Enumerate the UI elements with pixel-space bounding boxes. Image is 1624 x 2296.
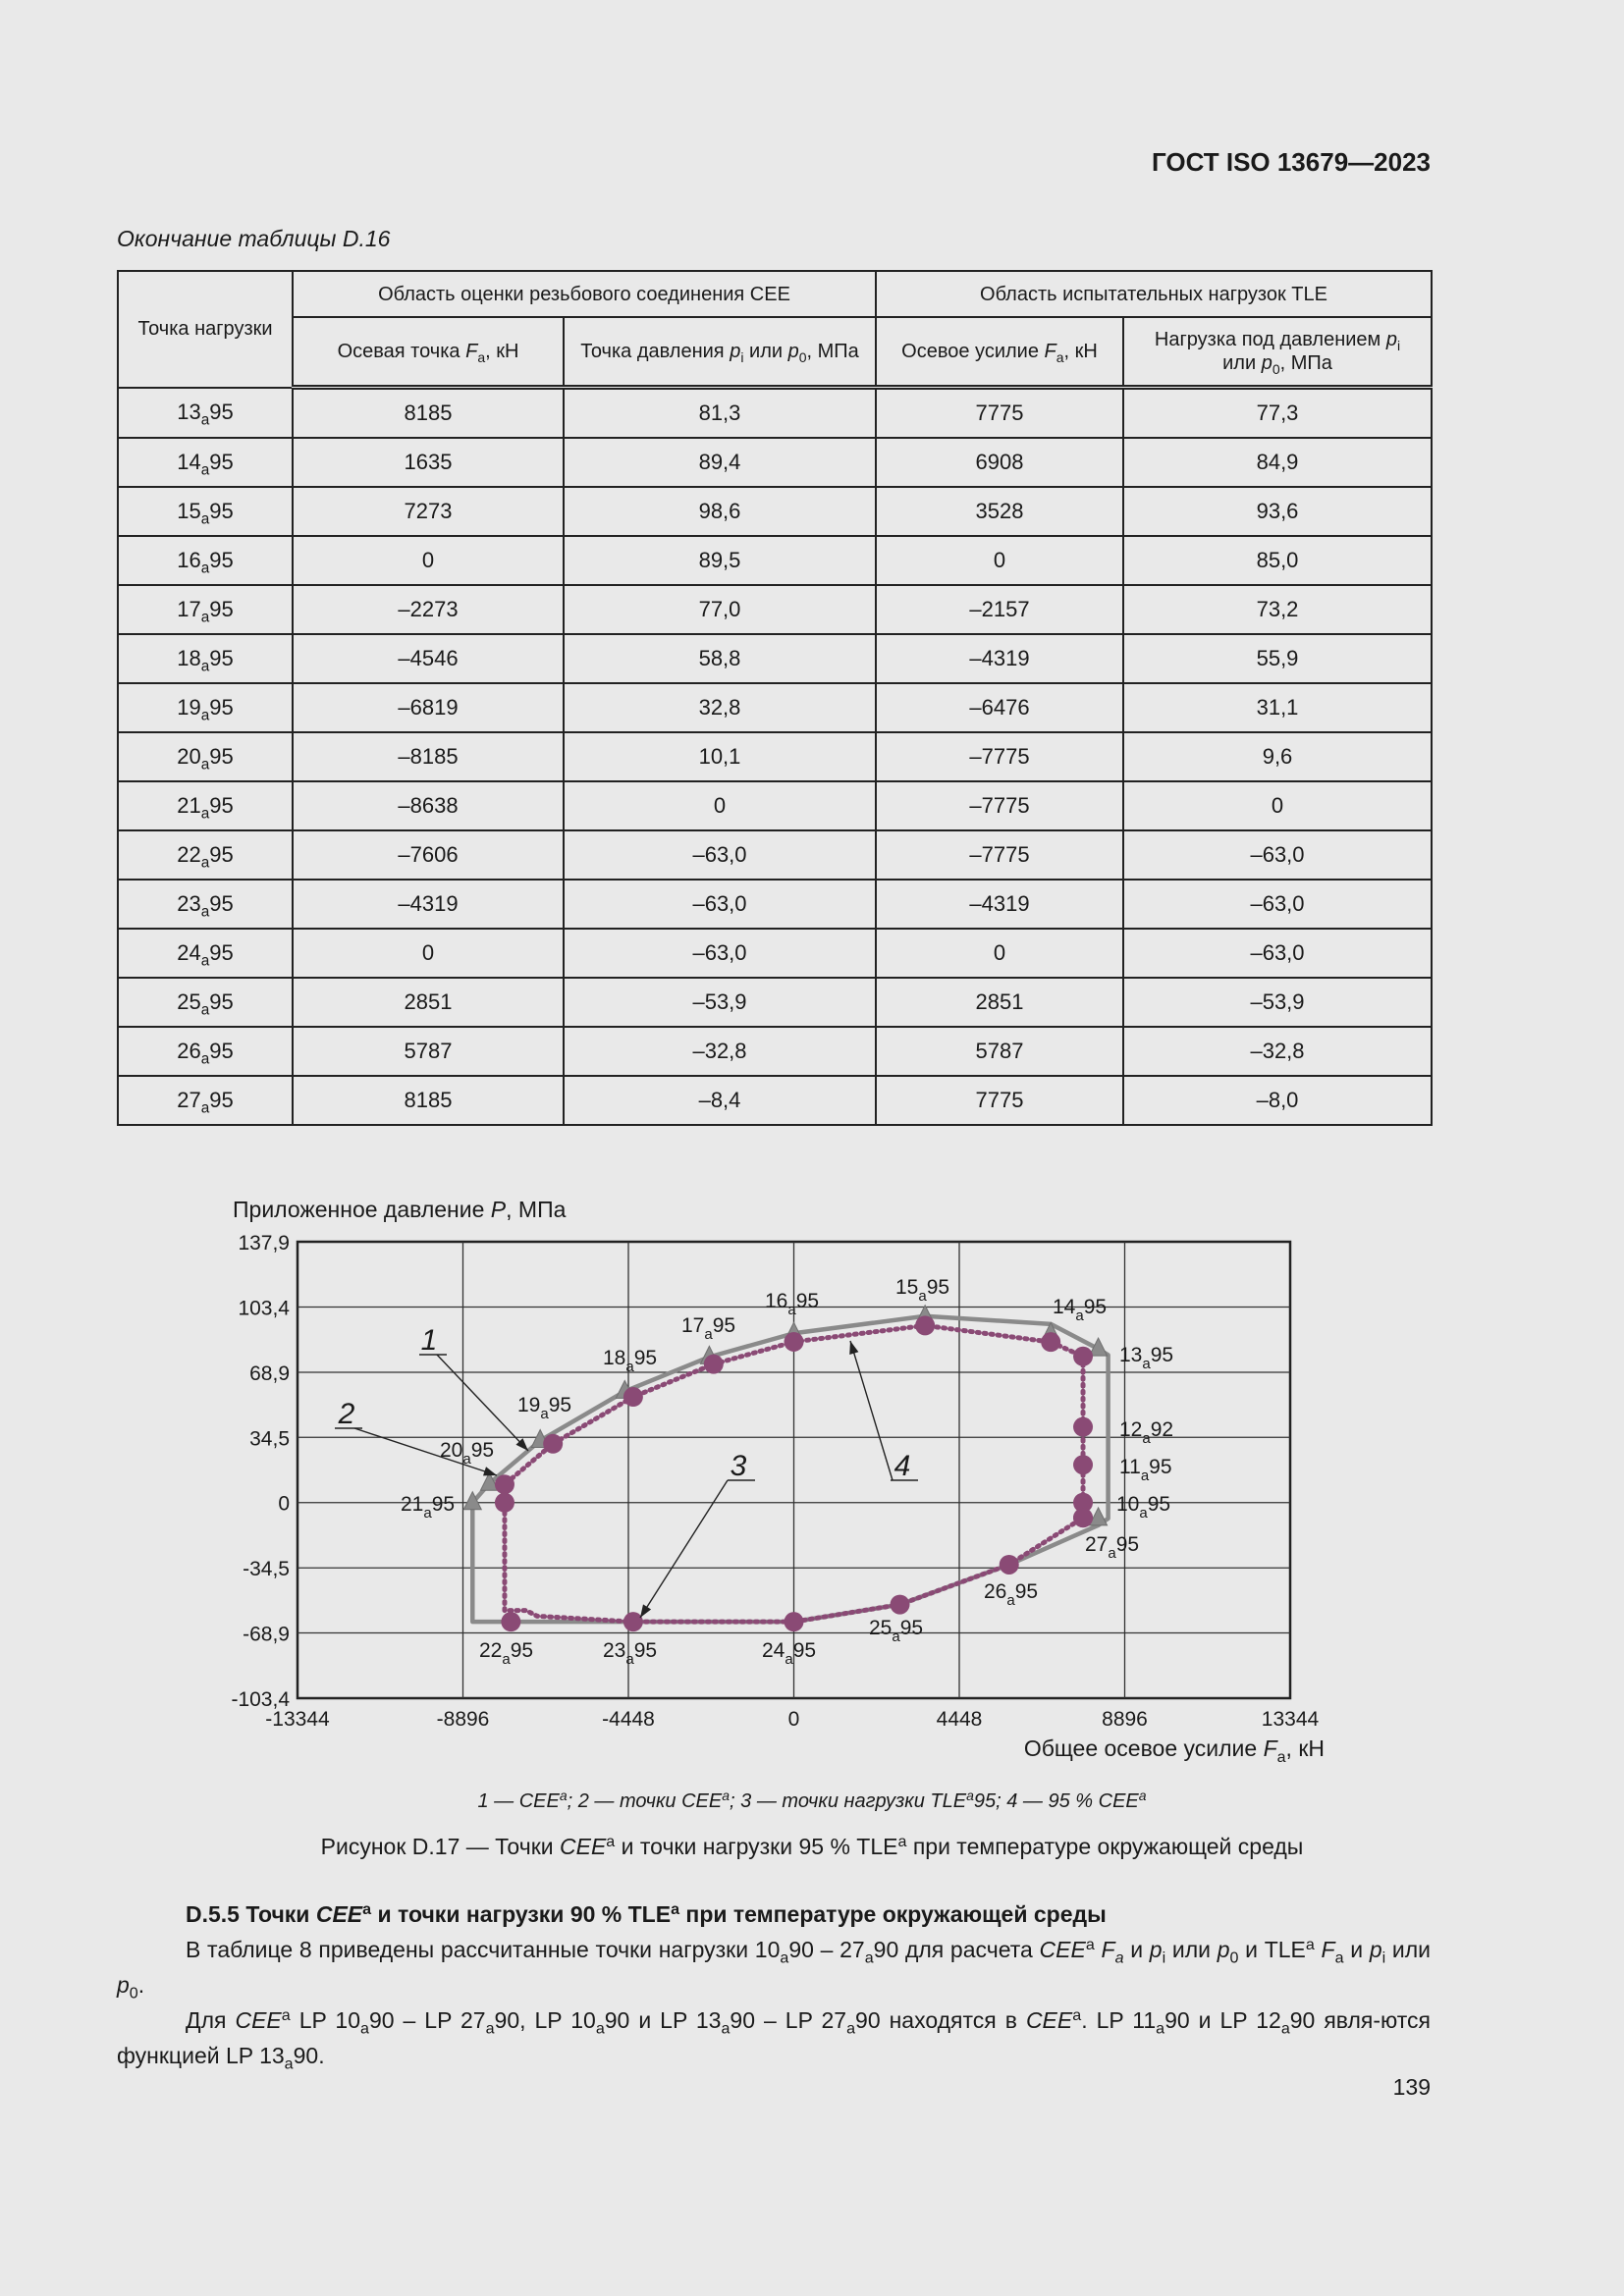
cell-cee-p: 89,4 [564,438,876,487]
cell-cee-p: 58,8 [564,634,876,683]
tle-load-point-marker [1073,1417,1093,1437]
cell-tle-fa: 0 [876,929,1123,978]
cell-tle-fa: –2157 [876,585,1123,634]
cell-cee-fa: –8638 [293,781,564,830]
callout-label: 4 [893,1450,911,1482]
point-label: $20_a95$ [440,1439,495,1468]
cell-point: $26_a95$ [118,1027,293,1076]
callout-label: 2 [338,1398,355,1430]
y-tick-label: 103,4 [238,1297,290,1320]
callout-arrowhead [483,1467,497,1475]
cell-point: $19_a95$ [118,683,293,732]
cell-tle-p: –63,0 [1123,880,1432,929]
cell-tle-p: 31,1 [1123,683,1432,732]
col-header-cee-axial: Осевая точка $F_a$, кН [293,317,564,388]
point-label: $14_a95$ [1053,1296,1108,1324]
cell-cee-fa: –6819 [293,683,564,732]
figure-legend: 1 — CEE$^a$; 2 — точки CEE$^a$; 3 — точки нагрузки TLE$^a$95; 4 — 95 % CEE$^a$ [477,1788,1147,1812]
y-tick-label: 137,9 [238,1232,290,1255]
cell-point: $24_a95$ [118,929,293,978]
paragraph-2: Для CEE$^a$ LP $10_a90$ – LP $27_a90$, LP $10_a90$ и LP $13_a90$ – LP $27_a90$ находятся в CEE$^a$. LP $11_a90$ и LP $12_a90$ явля-ются функцией LP $13_a90$. [117,2005,1431,2073]
cell-tle-fa: –6476 [876,683,1123,732]
cell-point: $23_a95$ [118,880,293,929]
cell-point: $27_a95$ [118,1076,293,1125]
cell-cee-p: –63,0 [564,880,876,929]
cell-tle-fa: 2851 [876,978,1123,1027]
cell-tle-p: 55,9 [1123,634,1432,683]
cell-tle-fa: –4319 [876,880,1123,929]
cell-cee-p: –53,9 [564,978,876,1027]
cell-tle-p: 0 [1123,781,1432,830]
cell-cee-fa: 7273 [293,487,564,536]
point-label: $26_a95$ [984,1580,1039,1609]
callout-leader-line [437,1355,528,1451]
point-label: $21_a95$ [401,1493,456,1522]
cell-tle-fa: 7775 [876,388,1123,439]
cell-tle-p: 85,0 [1123,536,1432,585]
tle-load-point-marker [1073,1508,1093,1527]
cell-point: $18_a95$ [118,634,293,683]
cell-tle-fa: –7775 [876,781,1123,830]
cell-point: $16_a95$ [118,536,293,585]
page-number: 139 [1392,2074,1431,2100]
cell-tle-p: –63,0 [1123,830,1432,880]
figure-caption: Рисунок D.17 — Точки CEE$^a$ и точки нагрузки 95 % TLE$^a$ при температуре окружающей среды [320,1832,1304,1859]
cell-point: $14_a95$ [118,438,293,487]
point-label: $11_a95$ [1119,1456,1172,1484]
tle-load-point-marker [623,1612,643,1631]
cell-cee-p: 0 [564,781,876,830]
cell-cee-fa: –4319 [293,880,564,929]
y-tick-label: -34,5 [243,1558,290,1581]
cell-point: $21_a95$ [118,781,293,830]
cell-tle-p: –32,8 [1123,1027,1432,1076]
cell-tle-p: 84,9 [1123,438,1432,487]
point-label: $25_a95$ [869,1617,924,1645]
point-label: $18_a95$ [603,1347,658,1375]
cell-point: $15_a95$ [118,487,293,536]
cell-point: $22_a95$ [118,830,293,880]
callout-leader-line [640,1480,728,1618]
x-tick-label: 8896 [1102,1708,1148,1731]
x-tick-label: 13344 [1261,1708,1320,1731]
callout-arrowhead [849,1341,858,1355]
cell-tle-fa: 5787 [876,1027,1123,1076]
y-tick-label: 68,9 [249,1362,290,1385]
col-group-cee: Область оценки резьбового соединения CEE [293,271,876,317]
cell-tle-p: 9,6 [1123,732,1432,781]
y-tick-label: 0 [278,1492,290,1516]
x-tick-label: 4448 [936,1708,983,1731]
cell-cee-p: 77,0 [564,585,876,634]
col-header-cee-pressure: Точка давления $p_i$ или $p_0$, МПа [564,317,876,388]
y-tick-label: -68,9 [243,1623,290,1646]
cell-cee-fa: –4546 [293,634,564,683]
col-header-tle-pressure: Нагрузка под давлением $p_i$ или $p_0$, МПа [1123,317,1432,388]
x-axis-label: Общее осевое усилие $F_a$, кН [1023,1735,1325,1766]
point-label: $27_a95$ [1085,1533,1140,1562]
cell-cee-fa: 5787 [293,1027,564,1076]
tle-load-point-marker [1073,1347,1093,1366]
tle-load-point-marker [891,1595,910,1615]
cell-tle-p: –63,0 [1123,929,1432,978]
cell-cee-p: 81,3 [564,388,876,439]
tle-load-point-marker [704,1355,724,1374]
cell-tle-fa: 6908 [876,438,1123,487]
cee-envelope-line [472,1316,1108,1622]
cell-tle-fa: 0 [876,536,1123,585]
col-header-point: Точка нагрузки [118,271,293,388]
cell-tle-fa: 3528 [876,487,1123,536]
cell-tle-p: –8,0 [1123,1076,1432,1125]
tle-load-point-marker [1000,1555,1019,1575]
cell-tle-p: 77,3 [1123,388,1432,439]
point-label: $19_a95$ [517,1394,572,1422]
point-label: $10_a95$ [1116,1493,1171,1522]
cell-cee-fa: 2851 [293,978,564,1027]
cell-tle-fa: –4319 [876,634,1123,683]
cell-cee-p: 89,5 [564,536,876,585]
point-label: $12_a92$ [1119,1418,1174,1447]
callout-label: 1 [420,1324,438,1357]
cell-tle-p: –53,9 [1123,978,1432,1027]
paragraph-1: В таблице 8 приведены рассчитанные точки нагрузки $10_a90 - 27_a90$ для расчета CEE$^a$ $F_a$ и $p_i$ или $p_0$ и TLE$^a$ $F_a$ и $p_i$ или $p_0$. [117,1935,1432,2002]
y-axis-label: Приложенное давление P, МПа [233,1197,567,1222]
cell-point: $13_a95$ [118,388,293,439]
cell-cee-p: –63,0 [564,929,876,978]
y-tick-label: -103,4 [231,1688,290,1711]
cell-cee-fa: –7606 [293,830,564,880]
tle-load-point-marker [915,1315,935,1335]
tle-load-point-marker [1041,1332,1060,1352]
point-label: $24_a95$ [762,1639,817,1668]
cell-cee-fa: –8185 [293,732,564,781]
col-header-tle-axial: Осевое усилие $F_a$, кН [876,317,1123,388]
x-tick-label: 0 [787,1708,800,1731]
x-tick-label: -4448 [602,1708,655,1731]
x-tick-label: -8896 [436,1708,490,1731]
cell-point: $17_a95$ [118,585,293,634]
cell-cee-fa: 8185 [293,388,564,439]
cell-tle-fa: 7775 [876,1076,1123,1125]
cell-cee-fa: 0 [293,536,564,585]
cell-cee-p: 10,1 [564,732,876,781]
document-code: ГОСТ ISO 13679—2023 [1151,147,1431,177]
point-label: $13_a95$ [1119,1344,1174,1372]
cell-cee-fa: 8185 [293,1076,564,1125]
cell-cee-p: 32,8 [564,683,876,732]
cell-cee-fa: 0 [293,929,564,978]
point-label: $23_a95$ [603,1639,658,1668]
cell-cee-p: –8,4 [564,1076,876,1125]
y-tick-label: 34,5 [249,1427,290,1451]
cell-cee-p: –63,0 [564,830,876,880]
cell-tle-fa: –7775 [876,830,1123,880]
table-caption: Окончание таблицы D.16 [117,226,391,251]
cell-cee-p: 98,6 [564,487,876,536]
callout-label: 3 [730,1450,747,1482]
x-tick-label: -13344 [265,1708,330,1731]
cell-tle-p: 93,6 [1123,487,1432,536]
callout-leader-line [850,1341,893,1480]
cell-tle-p: 73,2 [1123,585,1432,634]
tle-load-point-marker [785,1332,804,1352]
tle-load-point-marker [623,1387,643,1407]
cell-point: $25_a95$ [118,978,293,1027]
cell-tle-fa: –7775 [876,732,1123,781]
section-d55 [117,1896,1431,2073]
tle-load-point-marker [495,1474,514,1494]
section-heading: D.5.5 Точки CEE$^a$ и точки нагрузки 90 % TLE$^a$ при температуре окружающей среды [186,1899,1107,1927]
point-label: $15_a95$ [895,1276,950,1305]
tle-load-point-marker [501,1612,520,1631]
point-label: $17_a95$ [681,1314,736,1343]
tle-load-point-marker [1073,1455,1093,1474]
cell-cee-fa: –2273 [293,585,564,634]
callout-arrowhead [640,1604,651,1618]
tle-load-point-marker [495,1493,514,1513]
cell-point: $20_a95$ [118,732,293,781]
point-label: $22_a95$ [479,1639,534,1668]
cell-cee-fa: 1635 [293,438,564,487]
cell-cee-p: –32,8 [564,1027,876,1076]
tle-load-point-marker [543,1434,563,1454]
tle-load-point-marker [785,1612,804,1631]
col-group-tle: Область испытательных нагрузок TLE [876,271,1432,317]
point-label: $16_a95$ [765,1290,820,1318]
